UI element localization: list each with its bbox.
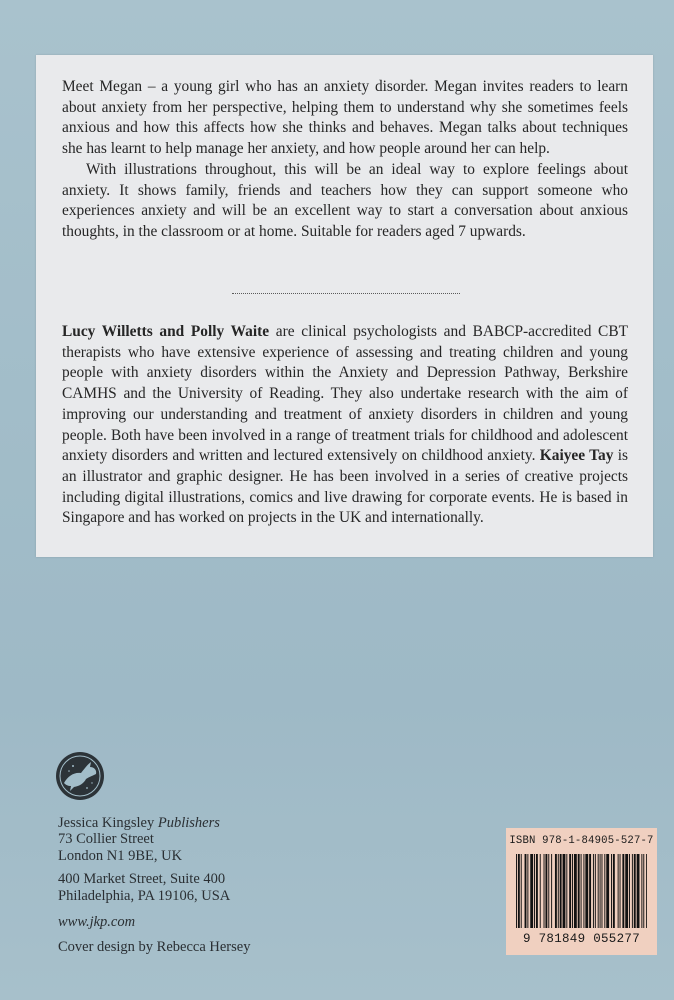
barcode-digits: 9 781849 055277: [522, 932, 641, 946]
barcode-bar: [589, 854, 591, 928]
cover-design-credit: Cover design by Rebecca Hersey: [58, 939, 251, 955]
barcode-bar: [611, 854, 612, 928]
barcode-bar: [578, 854, 580, 928]
barcode-bars: [516, 854, 647, 928]
illustrator-bio-text: is an illustrator and graphic designer. He has been involved in a series of creative projects including digital illustrations, comics and live drawing for corporate events. He is based in Singapore and has worked on projects in the UK and internationally.: [62, 447, 628, 527]
barcode-bar: [606, 854, 609, 928]
dotted-divider: [232, 293, 460, 294]
blurb-paragraph-1: Meet Megan – a young girl who has an anxiety disorder. Megan invites readers to learn about anxiety from her perspective, helping them to understand why she sometimes feels anxious and how this affects how she thinks and behaves. Megan talks about techniques she has learnt to help manage her anxiety, and how people around her can help.: [62, 78, 628, 158]
barcode-bar: [569, 854, 571, 928]
barcode-bar: [581, 854, 582, 928]
author-bio-text: are clinical psychologists and BABCP-accredited CBT therapists who have extensive experience of assessing and treating children and young people with anxiety disorders within the Anxiety and Depression Pathway, Berkshire CAMHS and the University of Reading. They also undertake research with the aim of improving our understanding and treatment of anxiety disorders in children and young people. Both have been involved in a range of treatment trials for childhood and adolescent anxiety disorders and written and lectured extensively on childhood anxiety.: [62, 323, 628, 465]
barcode-bar: [551, 854, 552, 928]
barcode-bar: [634, 854, 636, 928]
barcode-bar: [563, 854, 566, 928]
barcode-bar: [555, 854, 557, 928]
isbn-label: ISBN 978-1-84905-527-7: [509, 835, 654, 847]
barcode-bar: [545, 854, 547, 928]
barcode-bar: [521, 854, 522, 928]
barcode-bar: [625, 854, 628, 928]
barcode-bar: [560, 854, 562, 928]
barcode-bar: [595, 854, 596, 928]
barcode-bar: [534, 854, 535, 928]
barcode-bar: [544, 854, 545, 928]
barcode-bar: [604, 854, 605, 928]
barcode-bar: [629, 854, 630, 928]
barcode-bar: [558, 854, 559, 928]
illustrator-name: Kaiyee Tay: [539, 447, 614, 465]
barcode-bar: [583, 854, 584, 928]
barcode-bar: [632, 854, 633, 928]
barcode-bar: [536, 854, 538, 928]
barcode-bar: [527, 854, 528, 928]
barcode-bar: [637, 854, 640, 928]
author-bio: [62, 322, 628, 529]
author-names: Lucy Willetts and Polly Waite: [62, 323, 270, 340]
barcode-bar: [598, 854, 599, 928]
back-cover-text-panel: [36, 55, 653, 557]
barcode-bar: [646, 854, 647, 928]
barcode-bar: [572, 854, 573, 928]
barcode-bar: [622, 854, 624, 928]
barcode-bar: [585, 854, 588, 928]
isbn-barcode: [506, 828, 657, 955]
barcode-bar: [574, 854, 577, 928]
barcode-bar: [530, 854, 533, 928]
barcode-bar: [620, 854, 621, 928]
publisher-website: www.jkp.com: [58, 914, 136, 930]
publisher-us-street: 400 Market Street, Suite 400: [58, 871, 226, 887]
leaping-hare-logo-icon: [54, 750, 106, 802]
publisher-us-city: Philadelphia, PA 19106, USA: [58, 888, 231, 904]
publisher-uk-city: London N1 9BE, UK: [58, 848, 183, 864]
barcode-bar: [518, 854, 520, 928]
barcode-bar: [525, 854, 527, 928]
barcode-bar: [540, 854, 541, 928]
barcode-bar: [602, 854, 603, 928]
barcode-bar: [516, 854, 517, 928]
barcode-bar: [613, 854, 615, 928]
barcode-bar: [566, 854, 567, 928]
barcode-bar: [600, 854, 601, 928]
publisher-uk-street: 73 Collier Street: [58, 831, 154, 847]
barcode-bar: [593, 854, 594, 928]
barcode-bar: [618, 854, 619, 928]
barcode-bar: [641, 854, 642, 928]
book-blurb: [62, 77, 628, 243]
blurb-paragraph-2: With illustrations throughout, this will be an ideal way to explore feelings about anxiety. It shows family, friends and teachers how they can support someone who experiences anxiety and will be an excellent way to start a conversation about anxious thoughts, in the classroom or at home. Suitable for readers aged 7 upwards.: [62, 160, 628, 240]
barcode-bar: [548, 854, 549, 928]
publisher-name: Jessica Kingsley Publishers: [58, 815, 220, 831]
barcode-bar: [643, 854, 644, 928]
